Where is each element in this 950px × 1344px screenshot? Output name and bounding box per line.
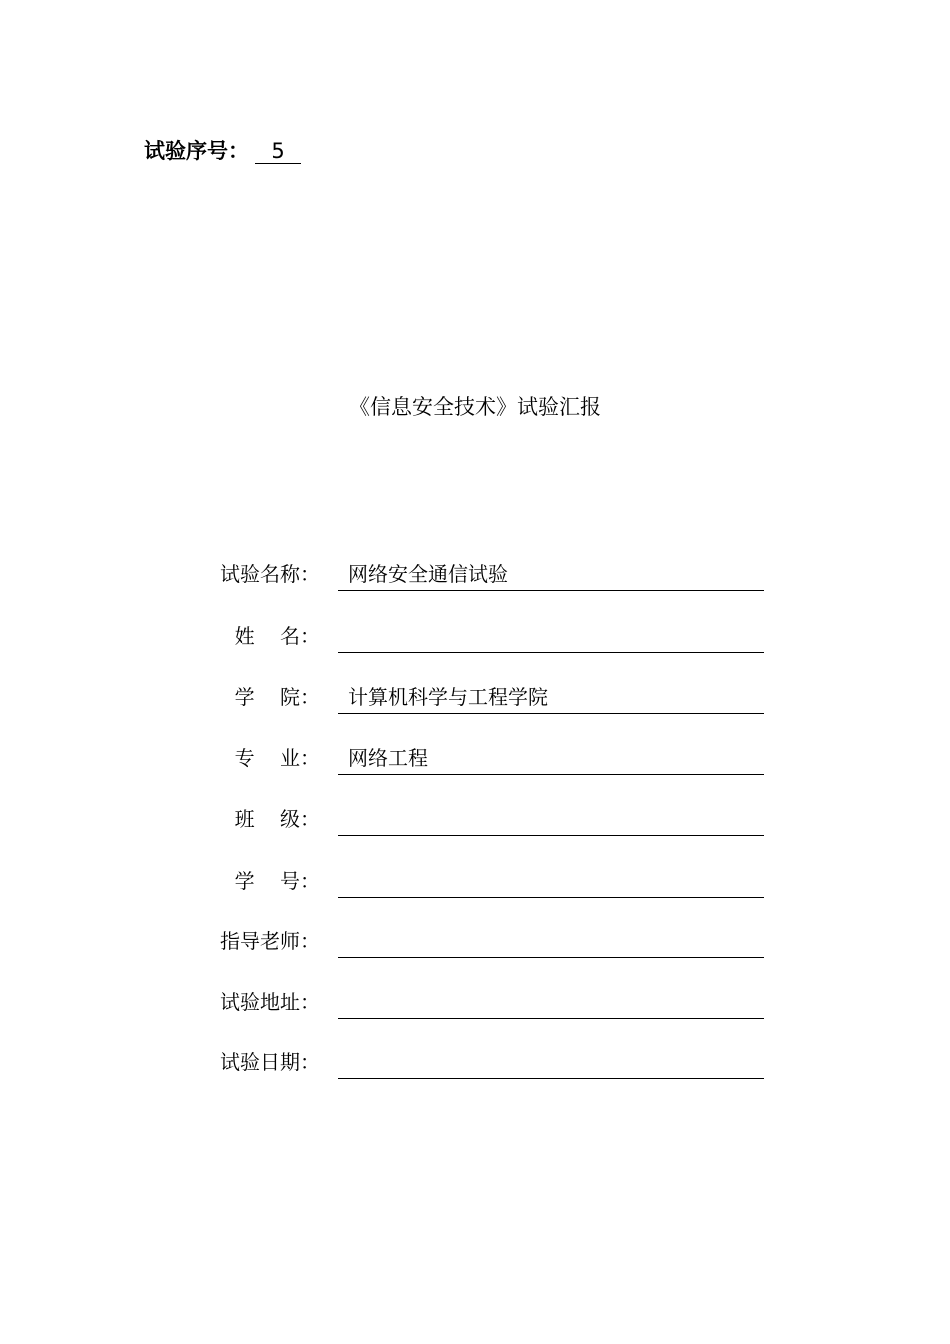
field-date	[0, 1041, 950, 1081]
field-value: 网络安全通信试验	[348, 562, 508, 586]
field-value: 计算机科学与工程学院	[348, 685, 548, 709]
field-value-line	[338, 981, 764, 1019]
report-title: 《信息安全技术》试验汇报	[349, 395, 601, 419]
field-location	[0, 981, 950, 1021]
field-value-line	[338, 798, 764, 836]
field-value-line	[338, 860, 764, 898]
field-student-id	[0, 860, 950, 900]
experiment-serial	[144, 136, 301, 166]
field-label: 试验名称：	[220, 562, 320, 586]
field-college	[0, 676, 950, 716]
field-label: 指导老师：	[220, 929, 320, 953]
field-label: 姓 名：	[234, 624, 320, 648]
field-value-line	[338, 920, 764, 958]
field-label: 班 级：	[234, 807, 320, 831]
field-value-line	[338, 553, 764, 591]
serial-value: 5	[255, 139, 301, 164]
field-student-name	[0, 615, 950, 655]
field-major	[0, 737, 950, 777]
field-advisor	[0, 920, 950, 960]
serial-label: 试验序号：	[144, 139, 249, 163]
field-value-line	[338, 1041, 764, 1079]
field-experiment-name	[0, 553, 950, 593]
field-label: 学 院：	[234, 685, 320, 709]
field-label: 试验地址：	[220, 990, 320, 1014]
field-value-line	[338, 676, 764, 714]
field-label: 专 业：	[234, 746, 320, 770]
field-value-line	[338, 615, 764, 653]
field-label: 试验日期：	[220, 1050, 320, 1074]
field-label: 学 号：	[234, 869, 320, 893]
field-class	[0, 798, 950, 838]
field-value-line	[338, 737, 764, 775]
field-value: 网络工程	[348, 746, 428, 770]
